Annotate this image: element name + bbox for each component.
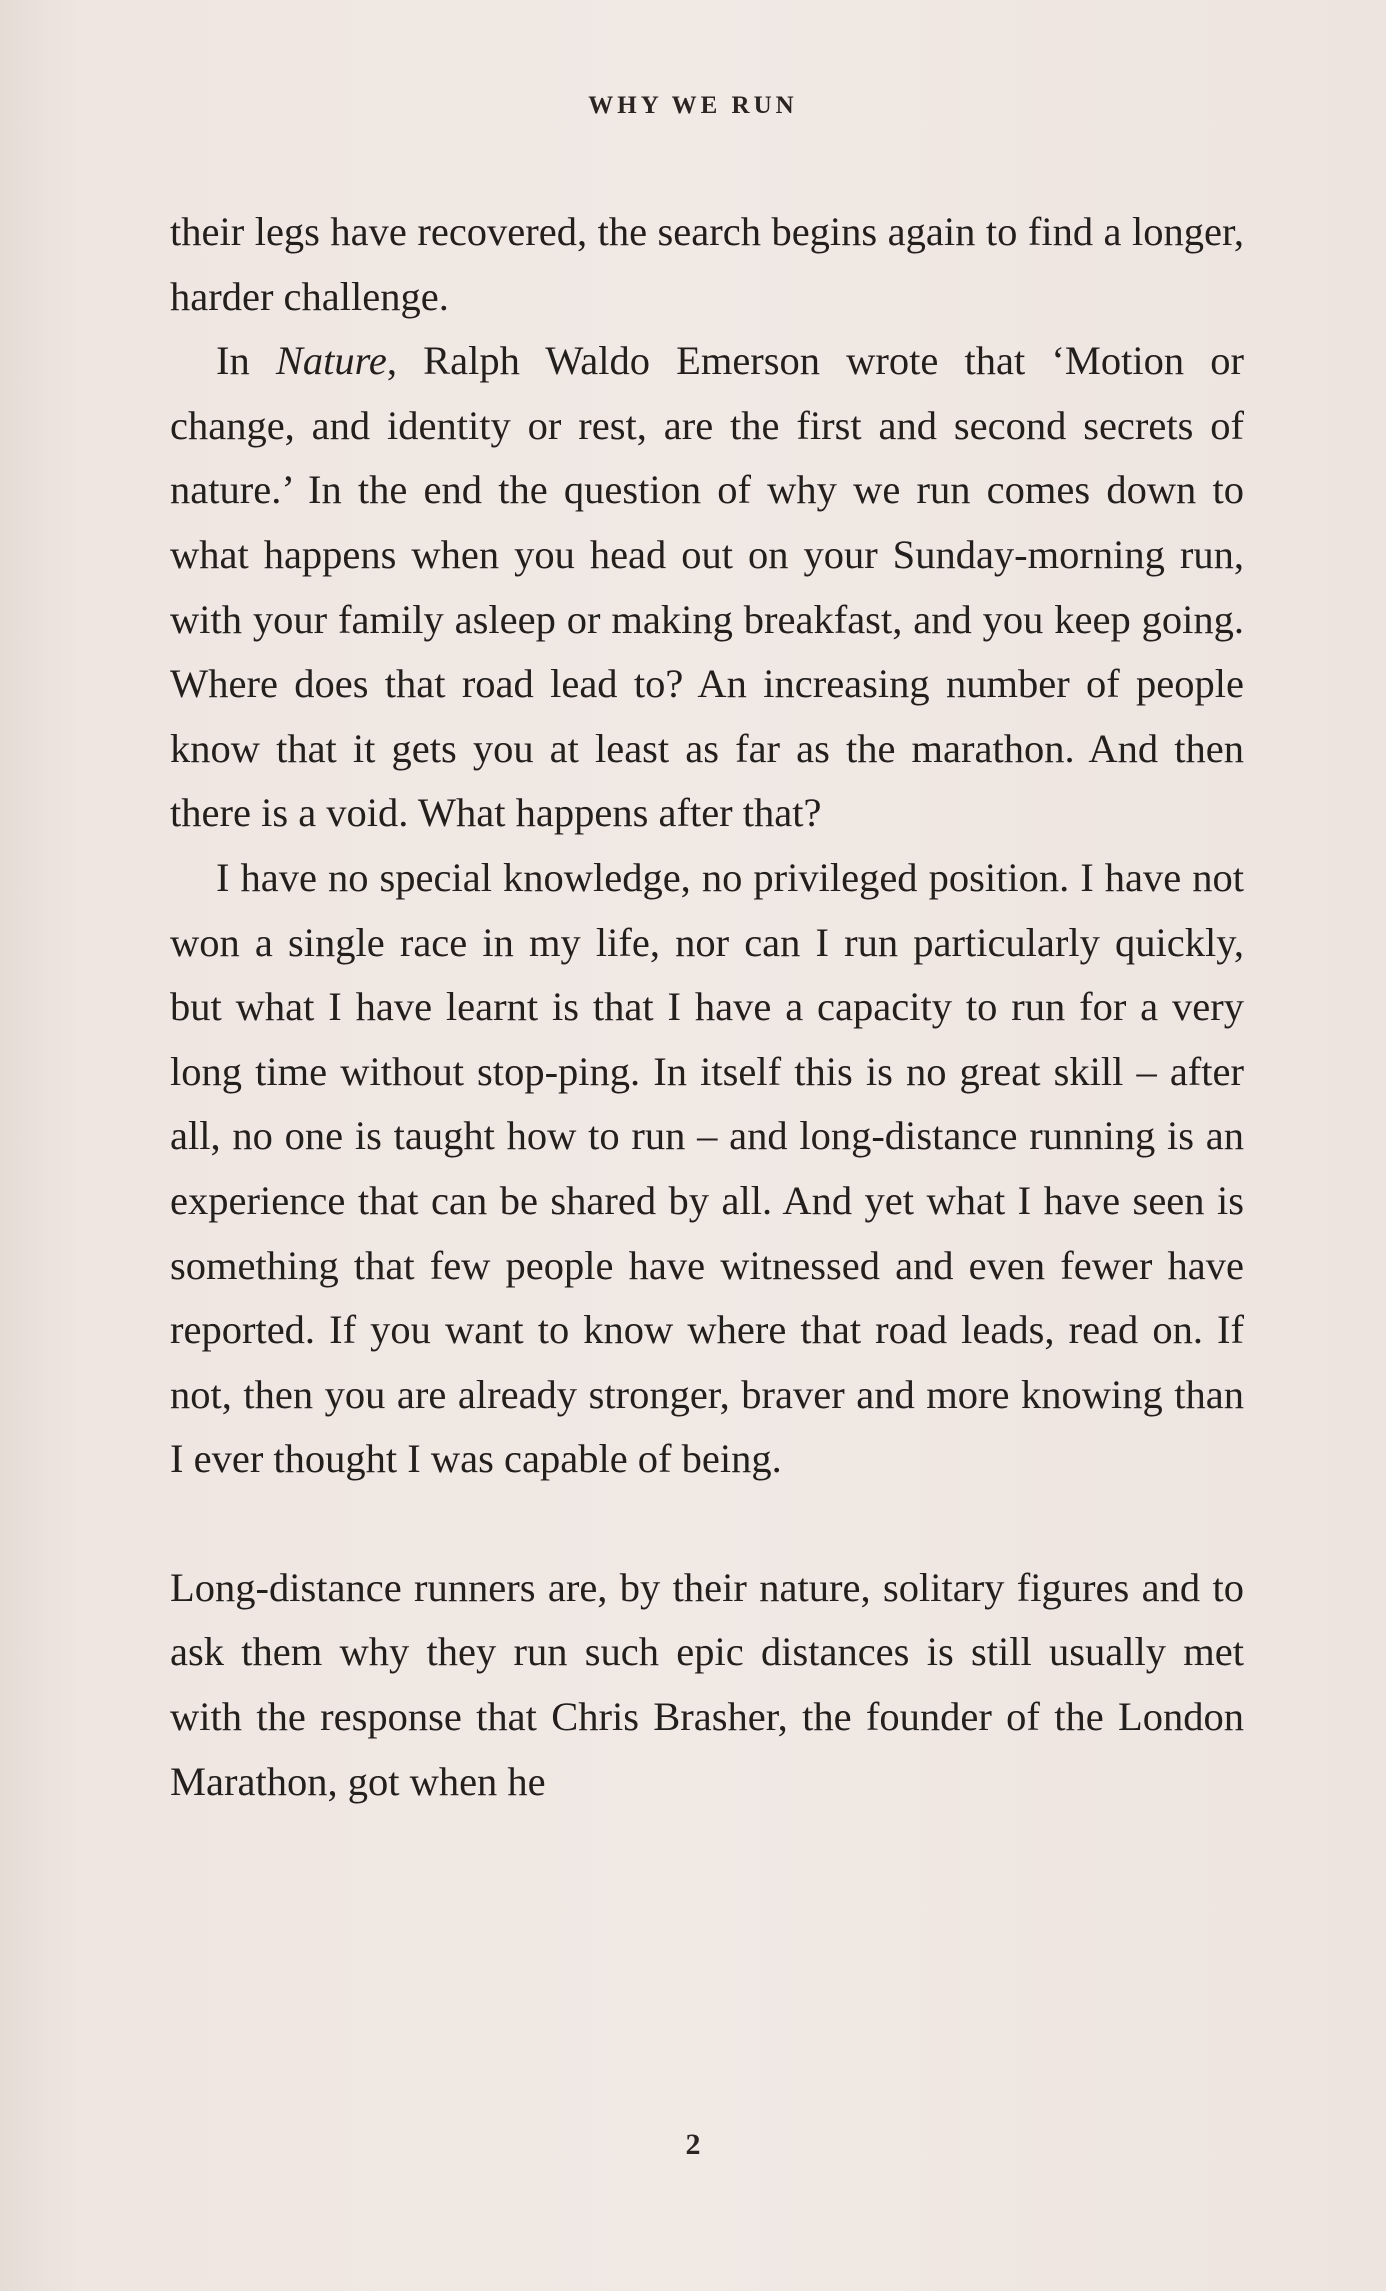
paragraph-2-text-a: In	[216, 338, 276, 384]
paragraph-1-text: their legs have recovered, the search begins again to find a longer, harder challenge.	[170, 209, 1244, 319]
paragraph-3-text: I have no special knowledge, no privileged position. I have not won a single race in my life, nor can I run particularly quickly, but what I have learnt is that I have a capacity to run for a very long time without stop-ping. In itself this is no great skill – after all, no one is taught how to run – and long-distance running is an experience that can be shared by all. And yet what I have seen is something that few people have witnessed and even fewer have reported. If you want to know where that road leads, read on. If not, then you are already stronger, braver and more knowing than I ever thought I was capable of being.	[170, 854, 1244, 1482]
paragraph-4	[170, 1556, 1244, 1814]
book-title-nature: Nature	[275, 338, 387, 384]
body-text	[170, 200, 1244, 1814]
paragraph-3	[170, 846, 1244, 1492]
paragraph-4-text: Long-distance runners are, by their nature, solitary figures and to ask them why they run such epic distances is still usually met with the response that Chris Brasher, the founder of the London Marathon, got when he	[170, 1564, 1244, 1804]
paragraph-2-text-b: , Ralph Waldo Emerson wrote that ‘Motion or change, and identity or rest, are the first and second secrets of nature.’ In the end the question of why we run comes down to what happens when you head out on your Sunday-morning run, with your family asleep or making breakfast, and you keep going. Where does that road lead to? An increasing number of people know that it gets you at least as far as the marathon. And then there is a void. What happens after that?	[170, 338, 1244, 836]
running-head: WHY WE RUN	[588, 92, 798, 119]
paragraph-2	[170, 329, 1244, 846]
paragraph-1	[170, 200, 1244, 329]
page-number: 2	[685, 2128, 701, 2161]
